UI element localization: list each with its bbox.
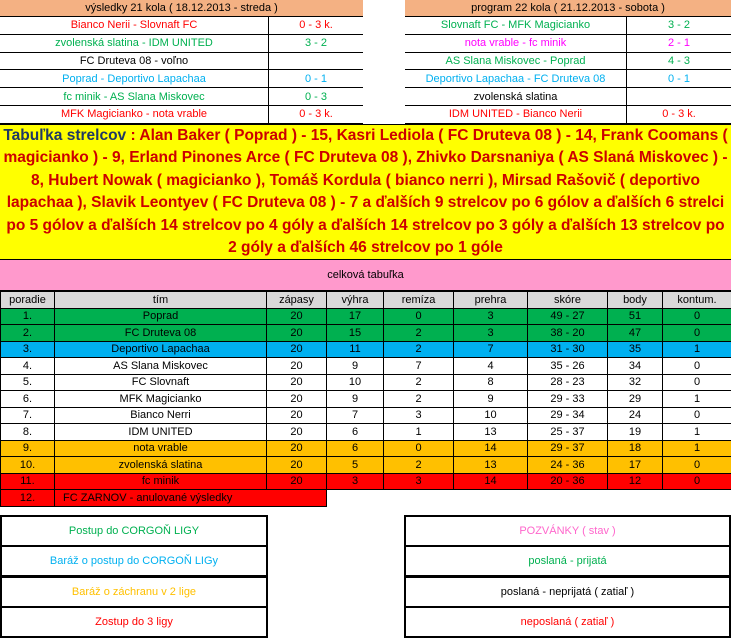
scorers-box <box>0 124 731 260</box>
played-cell: 20 <box>267 308 327 325</box>
score-cell: 35 - 26 <box>528 358 608 375</box>
forfeit-cell: 1 <box>663 424 731 441</box>
team-cell: IDM UNITED <box>55 424 267 441</box>
drawn-cell: 2 <box>384 325 454 342</box>
program-score: 0 - 1 <box>626 70 731 88</box>
played-cell: 20 <box>267 473 327 490</box>
table-row <box>1 457 731 474</box>
results-score: 0 - 3 k. <box>268 106 363 124</box>
legend-left-item: Zostup do 3 ligy <box>0 606 268 638</box>
results-match: MFK Magicianko - nota vrable <box>0 106 268 124</box>
pos-cell: 2. <box>1 325 55 342</box>
program-match: IDM UNITED - Bianco Nerii <box>405 106 626 124</box>
table-row <box>1 424 731 441</box>
column-header: remíza <box>384 292 454 309</box>
forfeit-cell: 0 <box>663 473 731 490</box>
drawn-cell: 1 <box>384 424 454 441</box>
score-cell: 29 - 37 <box>528 440 608 457</box>
pos-cell: 10. <box>1 457 55 474</box>
table-row <box>1 407 731 424</box>
points-cell: 29 <box>608 391 663 408</box>
lost-cell: 14 <box>454 440 528 457</box>
scorers-title: Tabuľka strelcov <box>3 127 126 144</box>
program-match: Deportivo Lapachaa - FC Druteva 08 <box>405 70 626 88</box>
team-cell: Deportivo Lapachaa <box>55 341 267 358</box>
program-match: Slovnaft FC - MFK Magicianko <box>405 17 626 35</box>
results-match: Bianco Nerii - Slovnaft FC <box>0 17 268 35</box>
results-header: výsledky 21 kola ( 18.12.2013 - streda ) <box>0 0 363 17</box>
won-cell: 6 <box>327 440 384 457</box>
forfeit-cell: 0 <box>663 407 731 424</box>
team-cell: Poprad <box>55 308 267 325</box>
team-cell: FC Druteva 08 <box>55 325 267 342</box>
legend-left-item: Baráž o postup do CORGOŇ LIGy <box>0 545 268 577</box>
won-cell: 10 <box>327 374 384 391</box>
results-match: zvolenská slatina - IDM UNITED <box>0 35 268 53</box>
results-score: 0 - 1 <box>268 70 363 88</box>
column-header: body <box>608 292 663 309</box>
score-cell: 25 - 37 <box>528 424 608 441</box>
score-cell: 49 - 27 <box>528 308 608 325</box>
program-header: program 22 kola ( 21.12.2013 - sobota ) <box>405 0 731 17</box>
column-header: tím <box>55 292 267 309</box>
lost-cell: 10 <box>454 407 528 424</box>
score-cell: 31 - 30 <box>528 341 608 358</box>
team-cell: MFK Magicianko <box>55 391 267 408</box>
table-row <box>1 490 731 507</box>
table-row <box>1 308 731 325</box>
forfeit-cell: 1 <box>663 341 731 358</box>
column-header: zápasy <box>267 292 327 309</box>
score-cell: 20 - 36 <box>528 473 608 490</box>
results-score: 0 - 3 k. <box>268 17 363 35</box>
won-cell: 9 <box>327 358 384 375</box>
won-cell: 17 <box>327 308 384 325</box>
table-row <box>1 473 731 490</box>
points-cell: 19 <box>608 424 663 441</box>
results-match: Poprad - Deportivo Lapachaa <box>0 70 268 88</box>
lost-cell: 13 <box>454 457 528 474</box>
program-match: nota vrable - fc minik <box>405 35 626 53</box>
forfeit-cell: 0 <box>663 358 731 375</box>
drawn-cell: 3 <box>384 407 454 424</box>
drawn-cell: 2 <box>384 391 454 408</box>
drawn-cell: 0 <box>384 308 454 325</box>
drawn-cell: 0 <box>384 440 454 457</box>
program-score <box>626 88 731 106</box>
program-match: zvolenská slatina <box>405 88 626 106</box>
drawn-cell: 3 <box>384 473 454 490</box>
points-cell: 24 <box>608 407 663 424</box>
points-cell: 51 <box>608 308 663 325</box>
results-panel <box>0 0 363 124</box>
forfeit-cell: 0 <box>663 308 731 325</box>
scorers-text: : Alan Baker ( Poprad ) - 15, Kasri Lediola ( FC Druteva 08 ) - 14, Frank Coomans ( magicianko ) - 9, Erland Pinones Arce ( FC Druteva 08 ), Zhivko Darsnaniya ( AS Slaná Miskovec ) - 8, Hubert Nowak ( magicianko ), Tomáš Kordula ( bianco nerri ), Mirsad Rašovič ( deportivo lapachaa ), Slavik Leontyev ( FC Druteva 08 ) - 7 a ďalších 9 strelcov po 6 gólov a ďalších 6 strelci po 5 gólov a ďalších 14 strelcov po 4 góly a ďalších 14 strelcov po 3 góly a ďalších 13 strelcov po 2 góly a ďalších 46 strelcov po 1 góle <box>3 127 727 256</box>
standings-header-row <box>1 292 731 309</box>
program-score: 2 - 1 <box>626 35 731 53</box>
forfeit-cell: 1 <box>663 440 731 457</box>
lost-cell: 7 <box>454 341 528 358</box>
position-cell: 12. <box>1 490 55 507</box>
lost-cell: 4 <box>454 358 528 375</box>
results-score: 3 - 2 <box>268 35 363 53</box>
column-header: skóre <box>528 292 608 309</box>
results-score <box>268 53 363 71</box>
pos-cell: 1. <box>1 308 55 325</box>
standings-table <box>0 291 731 507</box>
table-row <box>1 374 731 391</box>
table-row <box>1 391 731 408</box>
legend-left-item: Baráž o záchranu v 2 lige <box>0 576 268 608</box>
played-cell: 20 <box>267 457 327 474</box>
won-cell: 11 <box>327 341 384 358</box>
team-cell: AS Slana Miskovec <box>55 358 267 375</box>
played-cell: 20 <box>267 407 327 424</box>
points-cell: 32 <box>608 374 663 391</box>
pos-cell: 7. <box>1 407 55 424</box>
results-score: 0 - 3 <box>268 88 363 106</box>
program-match: AS Slana Miskovec - Poprad <box>405 53 626 71</box>
played-cell: 20 <box>267 341 327 358</box>
team-cell: FC ZARNOV - anulované výsledky <box>55 490 327 507</box>
team-cell: nota vrable <box>55 440 267 457</box>
pos-cell: 6. <box>1 391 55 408</box>
legend-right-item: poslaná - neprijatá ( zatiaľ ) <box>404 576 731 608</box>
results-match: fc minik - AS Slana Miskovec <box>0 88 268 106</box>
pos-cell: 11. <box>1 473 55 490</box>
won-cell: 6 <box>327 424 384 441</box>
points-cell: 18 <box>608 440 663 457</box>
played-cell: 20 <box>267 325 327 342</box>
lost-cell: 8 <box>454 374 528 391</box>
points-cell: 35 <box>608 341 663 358</box>
played-cell: 20 <box>267 440 327 457</box>
team-cell: fc minik <box>55 473 267 490</box>
won-cell: 15 <box>327 325 384 342</box>
program-score: 4 - 3 <box>626 53 731 71</box>
legend-right-item: poslaná - prijatá <box>404 545 731 577</box>
forfeit-cell: 0 <box>663 325 731 342</box>
score-cell: 28 - 23 <box>528 374 608 391</box>
score-cell: 29 - 34 <box>528 407 608 424</box>
won-cell: 5 <box>327 457 384 474</box>
column-header: poradie <box>1 292 55 309</box>
legend-right-item: neposlaná ( zatiaľ ) <box>404 606 731 638</box>
played-cell: 20 <box>267 391 327 408</box>
drawn-cell: 2 <box>384 374 454 391</box>
table-row <box>1 358 731 375</box>
won-cell: 3 <box>327 473 384 490</box>
program-score: 3 - 2 <box>626 17 731 35</box>
pos-cell: 3. <box>1 341 55 358</box>
score-cell: 24 - 36 <box>528 457 608 474</box>
program-panel <box>405 0 731 124</box>
column-header: kontum. <box>663 292 731 309</box>
lost-cell: 13 <box>454 424 528 441</box>
team-cell: Bianco Nerri <box>55 407 267 424</box>
results-match: FC Druteva 08 - voľno <box>0 53 268 71</box>
forfeit-cell: 1 <box>663 391 731 408</box>
score-cell: 29 - 33 <box>528 391 608 408</box>
table-row <box>1 325 731 342</box>
forfeit-cell: 0 <box>663 374 731 391</box>
drawn-cell: 2 <box>384 341 454 358</box>
score-cell: 38 - 20 <box>528 325 608 342</box>
points-cell: 12 <box>608 473 663 490</box>
pos-cell: 9. <box>1 440 55 457</box>
table-row <box>1 341 731 358</box>
team-cell: zvolenská slatina <box>55 457 267 474</box>
column-header: prehra <box>454 292 528 309</box>
legend-left-item: Postup do CORGOŇ LIGY <box>0 515 268 547</box>
lost-cell: 9 <box>454 391 528 408</box>
legend-right-item: POZVÁNKY ( stav ) <box>404 515 731 547</box>
pos-cell: 5. <box>1 374 55 391</box>
drawn-cell: 7 <box>384 358 454 375</box>
column-header: výhra <box>327 292 384 309</box>
drawn-cell: 2 <box>384 457 454 474</box>
played-cell: 20 <box>267 358 327 375</box>
points-cell: 17 <box>608 457 663 474</box>
table-row <box>1 440 731 457</box>
won-cell: 7 <box>327 407 384 424</box>
standings-title: celková tabuľka <box>0 260 731 291</box>
forfeit-cell: 0 <box>663 457 731 474</box>
points-cell: 34 <box>608 358 663 375</box>
points-cell: 47 <box>608 325 663 342</box>
played-cell: 20 <box>267 374 327 391</box>
pos-cell: 8. <box>1 424 55 441</box>
pos-cell: 4. <box>1 358 55 375</box>
program-score: 0 - 3 k. <box>626 106 731 124</box>
played-cell: 20 <box>267 424 327 441</box>
lost-cell: 3 <box>454 308 528 325</box>
lost-cell: 14 <box>454 473 528 490</box>
lost-cell: 3 <box>454 325 528 342</box>
team-cell: FC Slovnaft <box>55 374 267 391</box>
won-cell: 9 <box>327 391 384 408</box>
